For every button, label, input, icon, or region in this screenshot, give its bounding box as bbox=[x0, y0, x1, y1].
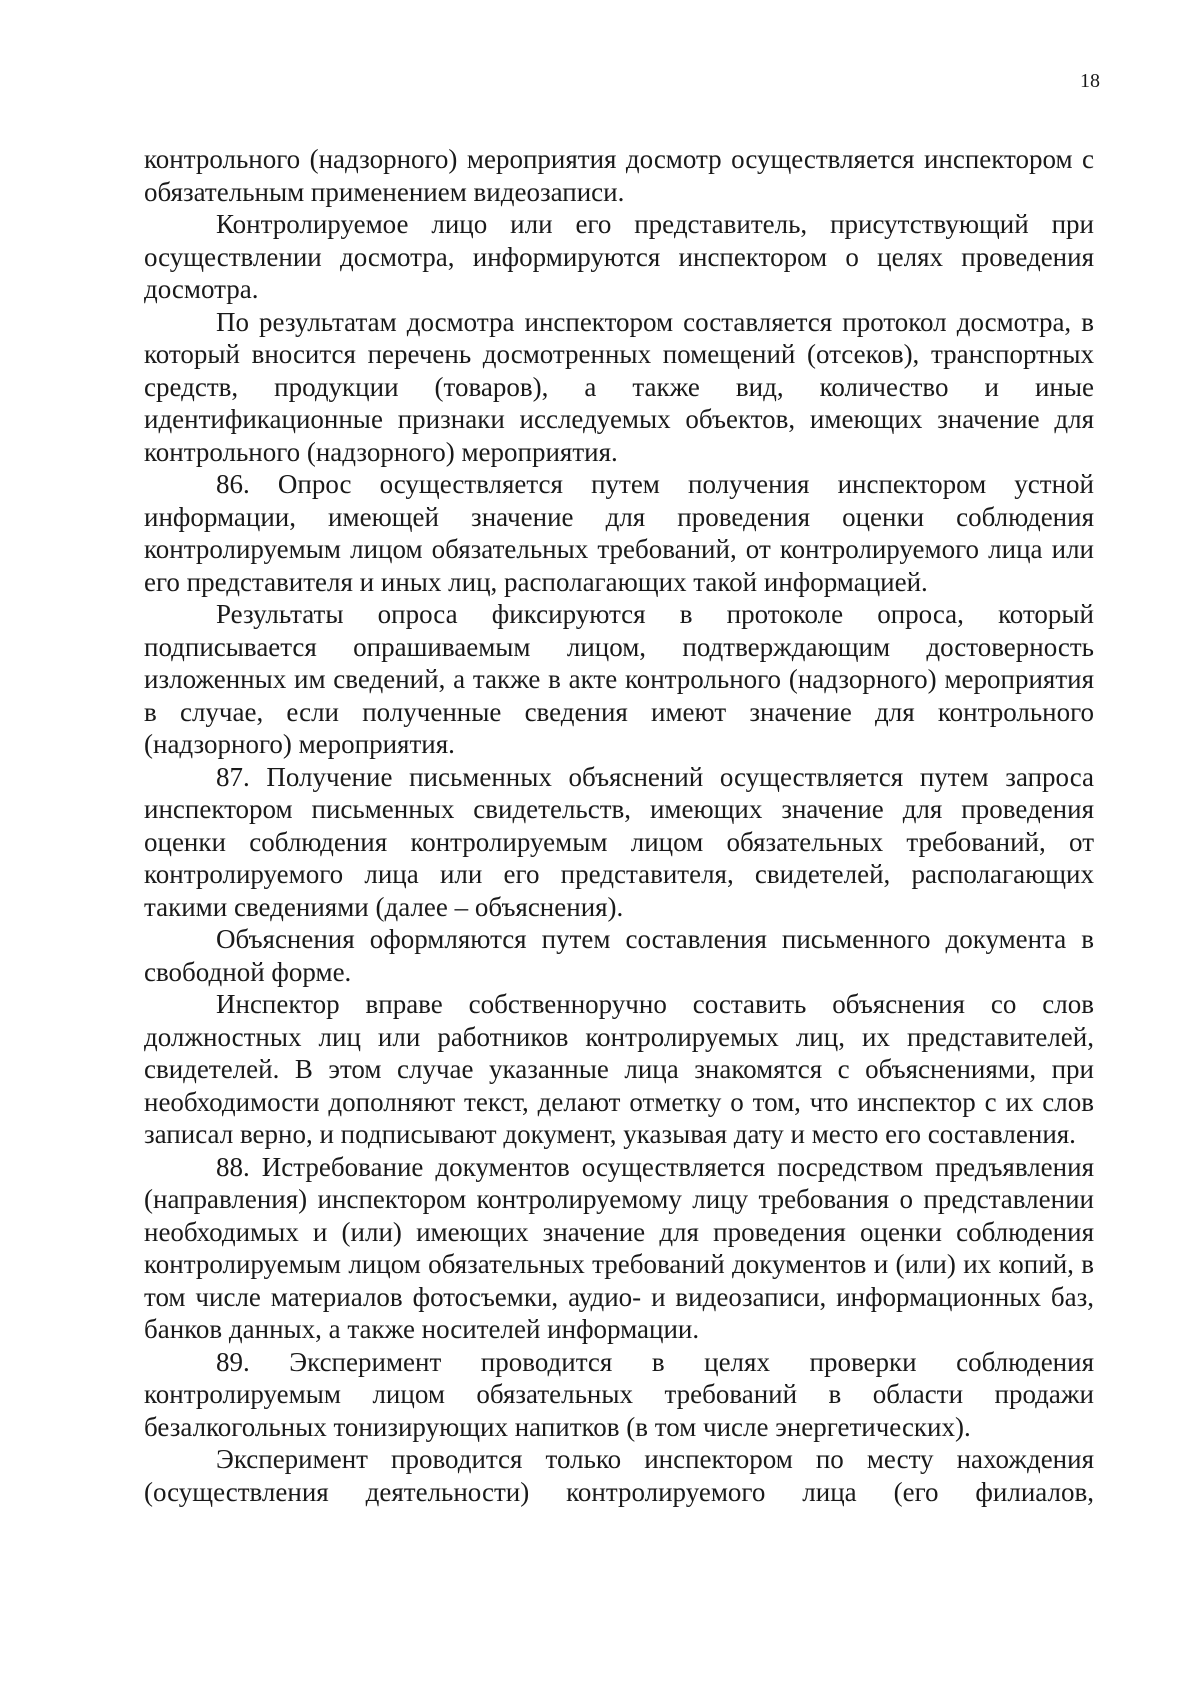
paragraph-survey-results: Результаты опроса фиксируются в протоколе опроса, который подписывается опрашиваемым лицом, подтверждающим достоверность изложенных им сведений, а также в акте контрольного (надзорного) мероприятия в случае, если полученные сведения имеют значение для контрольного (надзорного) мероприятия. bbox=[144, 599, 1094, 759]
paragraph-inspection-video: контрольного (надзорного) мероприятия досмотр осуществляется инспектором с обязательным применением видеозаписи. bbox=[144, 144, 1094, 207]
paragraph-89-experiment: 89. Эксперимент проводится в целях проверки соблюдения контролируемым лицом обязательных требований в области продажи безалкогольных тонизирующих напитков (в том числе энергетических). bbox=[144, 1346, 1094, 1442]
paragraph-inspection-inform: Контролируемое лицо или его представитель, присутствующий при осуществлении досмотра, информируются инспектором о целях проведения досмотра. bbox=[144, 209, 1094, 304]
paragraph-inspector-writes: Инспектор вправе собственноручно составить объяснения со слов должностных лиц или работников контролируемых лиц, их представителей, свидетелей. В этом случае указанные лица знакомятся с объяснениями, при необходимости дополняют текст, делают отметку о том, что инспектор с их слов записал верно, и подписывают документ, указывая дату и место его составления. bbox=[144, 989, 1094, 1149]
paragraph-explanations-form: Объяснения оформляются путем составления письменного документа в свободной форме. bbox=[144, 924, 1094, 987]
paragraph-86-survey: 86. Опрос осуществляется путем получения инспектором устной информации, имеющей значение для проведения оценки соблюдения контролируемым лицом обязательных требований, от контролируемого лица или его представителя и иных лиц, располагающих такой информацией. bbox=[144, 469, 1094, 597]
paragraph-88-documents: 88. Истребование документов осуществляется посредством предъявления (направления) инспектором контролируемому лицу требования о представлении необходимых и (или) имеющих значение для проведения оценки соблюдения контролируемым лицом обязательных требований документов и (или) их копий, в том числе материалов фотосъемки, аудио- и видеозаписи, информационных баз, банков данных, а также носителей информации. bbox=[144, 1151, 1094, 1344]
paragraph-inspection-protocol: По результатам досмотра инспектором составляется протокол досмотра, в который вносится перечень досмотренных помещений (отсеков), транспортных средств, продукции (товаров), а также вид, количество и иные идентификационные признаки исследуемых объектов, имеющих значение для контрольного (надзорного) мероприятия. bbox=[144, 306, 1094, 467]
paragraph-experiment-location: Эксперимент проводится только инспектором по месту нахождения (осуществления деятельности) контролируемого лица (его филиалов, bbox=[144, 1444, 1094, 1507]
document-body bbox=[144, 143, 1094, 1508]
page-number: 18 bbox=[1080, 70, 1100, 92]
paragraph-87-explanations: 87. Получение письменных объяснений осуществляется путем запроса инспектором письменных свидетельств, имеющих значение для проведения оценки соблюдения контролируемым лицом обязательных требований, от контролируемого лица или его представителя, свидетелей, располагающих такими сведениями (далее – объяснения). bbox=[144, 761, 1094, 922]
